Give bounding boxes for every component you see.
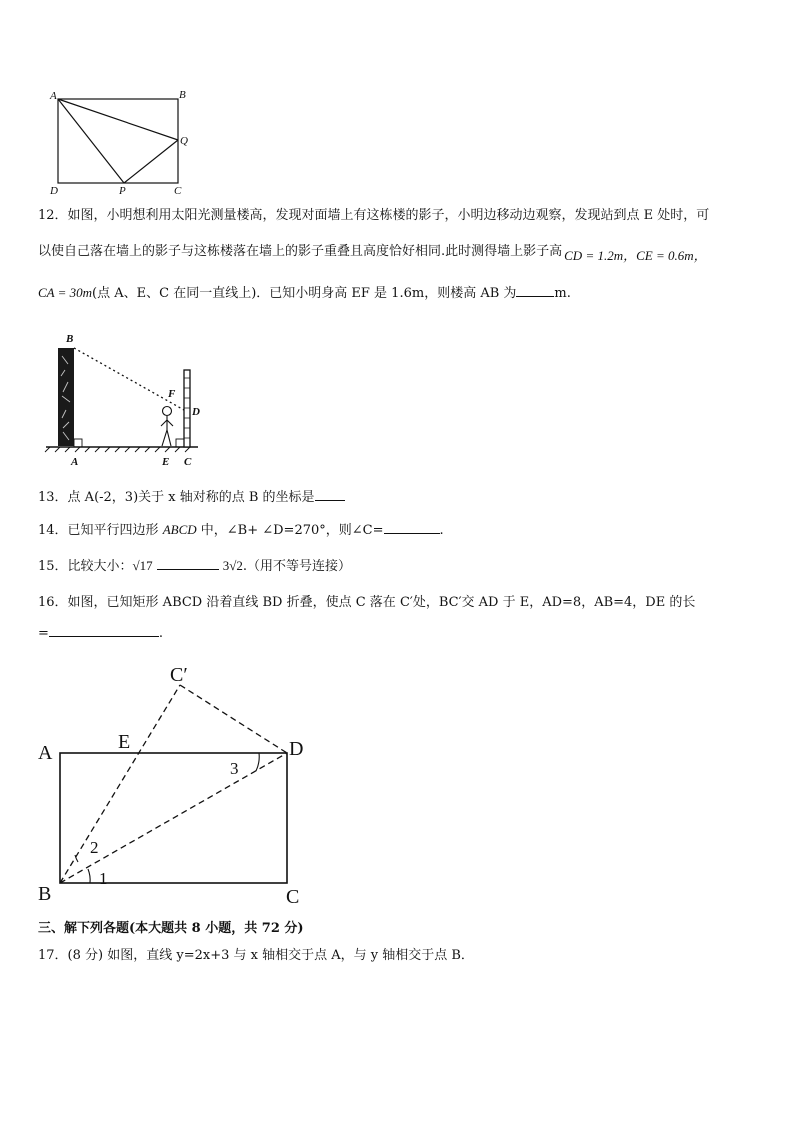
label-a: A: [71, 456, 79, 468]
answer-blank-12[interactable]: [516, 284, 554, 297]
rect-abcd: [58, 99, 178, 183]
segment-aq: [58, 99, 178, 140]
label-d: D: [289, 738, 304, 760]
label-e: E: [162, 456, 170, 468]
question-15-suffix: .（用不等号连接）: [242, 559, 351, 574]
answer-blank-13[interactable]: [315, 488, 345, 501]
person: [161, 407, 173, 447]
question-14-middle: 中，∠B+ ∠D=270°，则∠C=: [196, 523, 384, 538]
question-12-line2-row: [38, 242, 707, 261]
question-15-right: 3√2: [222, 558, 243, 573]
question-15-left: √17: [132, 558, 153, 573]
label-e: E: [118, 731, 131, 753]
label-p: P: [119, 185, 126, 197]
answer-blank-15[interactable]: [157, 557, 219, 570]
label-c: C: [286, 886, 300, 908]
question-12-math-ca: CA = 30m: [38, 285, 93, 300]
question-12-unit: m.: [554, 286, 571, 301]
question-16-line2-end: .: [158, 626, 164, 641]
diagonal-bd: [60, 753, 287, 883]
question-12-line3-row: [38, 284, 571, 303]
section-3-title: 三、解下列各题(本大题共 8 小题，共 72 分): [38, 921, 304, 936]
right-angle-a: [74, 439, 82, 447]
label-c: C: [184, 456, 192, 468]
building: [58, 348, 74, 446]
question-15-prefix: 15．比较大小：: [38, 559, 133, 574]
label-q: Q: [180, 135, 188, 147]
wall: [184, 370, 190, 447]
figure-rectangle-apq: [44, 86, 204, 198]
question-14-prefix: 14．已知平行四边形: [38, 523, 163, 538]
question-12-number: 12．: [38, 208, 68, 223]
label-a: A: [50, 90, 57, 102]
answer-blank-16[interactable]: [49, 624, 159, 637]
question-16-line2-row: [38, 624, 163, 643]
label-c-prime: C′: [170, 664, 188, 686]
label-f: F: [168, 388, 176, 400]
segment-pq: [124, 140, 178, 183]
question-12-math-cd-ce: CD = 1.2m，CE = 0.6m，: [564, 248, 707, 263]
question-13-text: 13．点 A(-2，3)关于 x 轴对称的点 B 的坐标是: [38, 490, 315, 505]
question-15: [38, 557, 351, 576]
label-b: B: [38, 883, 52, 905]
section-3-heading: [38, 920, 304, 938]
label-d: D: [50, 185, 58, 197]
question-12: [38, 207, 709, 225]
segment-ap: [58, 99, 124, 183]
question-14-shape: ABCD: [162, 522, 197, 537]
sun-ray: [74, 348, 184, 410]
label-b: B: [66, 333, 74, 345]
angle-3-arc: [256, 753, 259, 771]
question-16-line2-prefix: =: [38, 626, 49, 641]
question-17: [38, 947, 474, 965]
figure-building-shadow: [38, 326, 208, 472]
question-13: [38, 488, 345, 507]
label-b: B: [179, 89, 186, 101]
right-angle-c: [176, 439, 184, 447]
question-16-line1: 16．如图，已知矩形 ABCD 沿着直线 BD 折叠，使点 C 落在 C′处，BC′交 AD 于 E，AD=8，AB=4，DE 的长: [38, 595, 696, 610]
question-12-line2: 以使自己落在墙上的影子与这栋楼落在墙上的影子重叠且高度恰好相同.此时测得墙上影子高: [38, 244, 563, 259]
segment-c-prime-d: [180, 685, 287, 753]
label-angle-2: 2: [90, 838, 99, 857]
angle-1-arc: [88, 869, 90, 883]
segment-bc-prime: [60, 685, 180, 883]
label-c: C: [174, 185, 182, 197]
question-12-line3: (点 A、E、C 在同一直线上)．已知小明身高 EF 是 1.6m，则楼高 AB 为: [92, 286, 517, 301]
answer-blank-14[interactable]: [384, 521, 440, 534]
question-14-end: .: [439, 523, 444, 538]
question-14: [38, 521, 444, 540]
question-12-line1: 如图，小明想利用太阳光测量楼高，发现对面墙上有这栋楼的影子，小明边移动边观察，发现站到点 E 处时，可: [67, 208, 710, 223]
label-angle-1: 1: [99, 869, 108, 888]
question-16: [38, 594, 695, 612]
label-angle-3: 3: [230, 759, 239, 778]
figure-folded-rectangle: [32, 655, 322, 910]
label-a: A: [38, 742, 53, 764]
question-17-text: 17．(8 分) 如图，直线 y=2x+3 与 x 轴相交于点 A，与 y 轴相交于点 B．: [38, 948, 474, 963]
label-d: D: [192, 406, 200, 418]
